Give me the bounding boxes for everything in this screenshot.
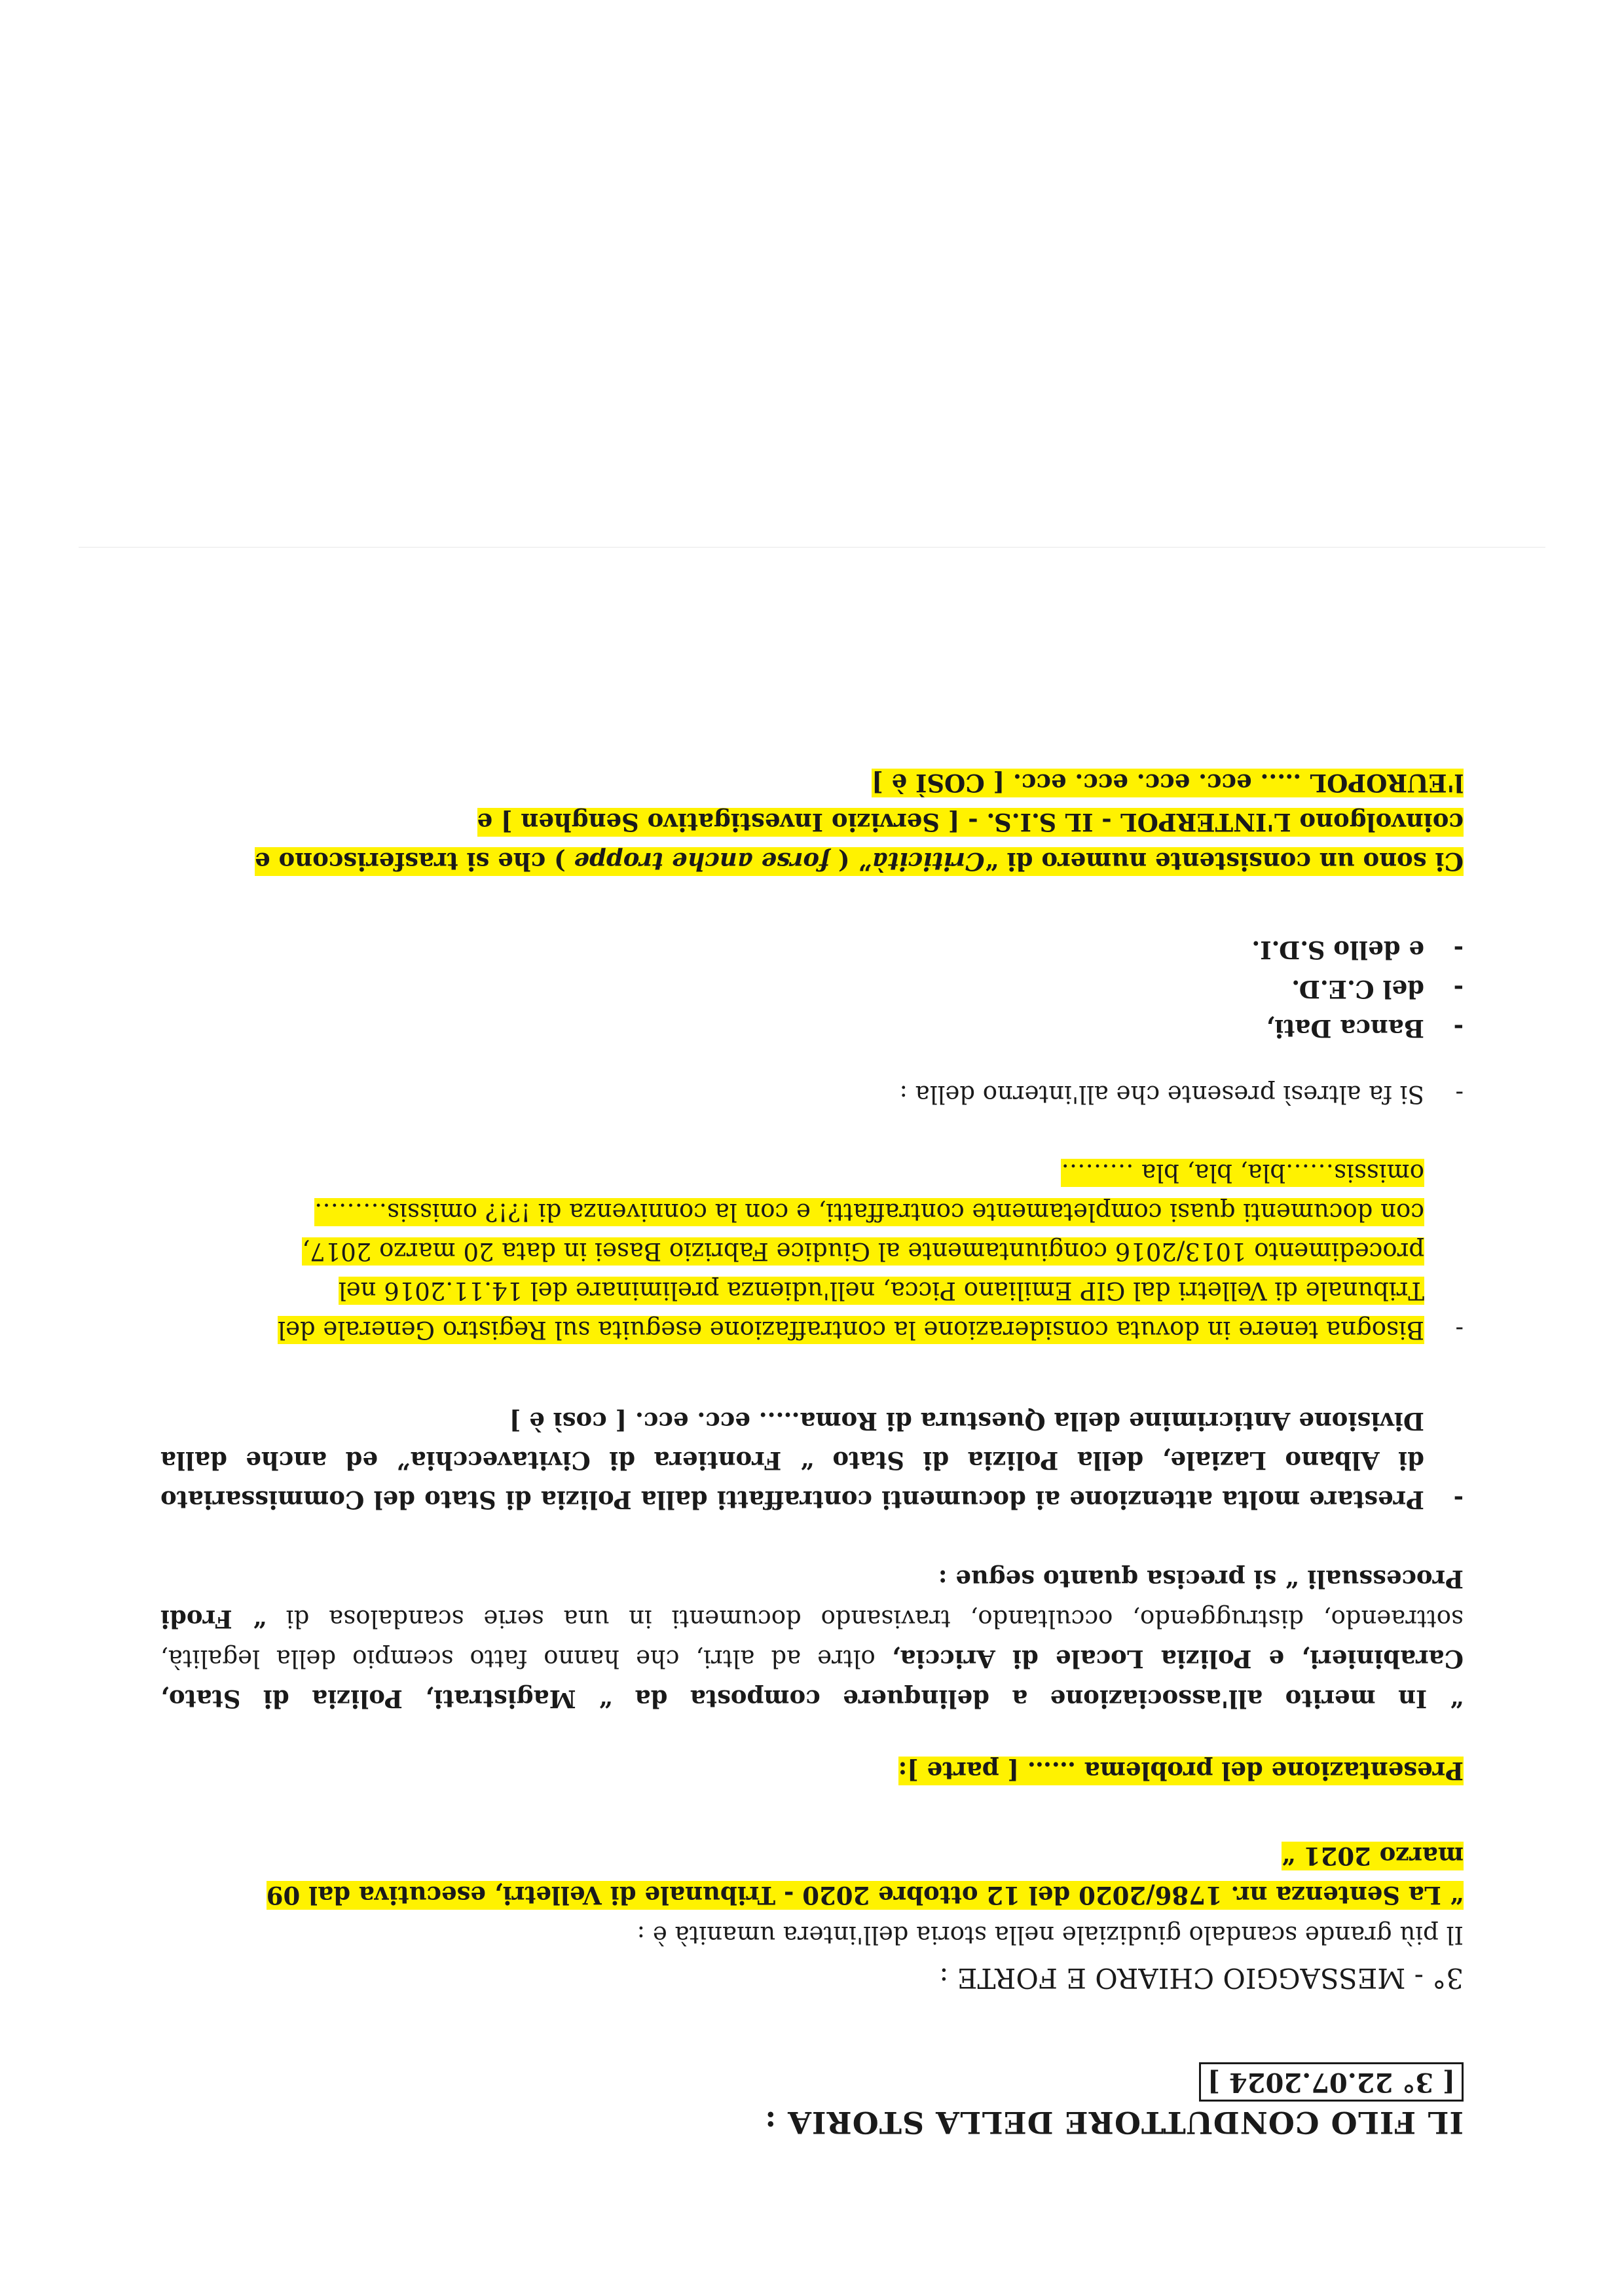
bisogna-line-5: omissis……bla, bla, bla ………: [1061, 1159, 1424, 1187]
section-heading: 3° - MESSAGGIO CHIARO E FORTE :: [939, 1962, 1464, 1994]
closing-text: Ci sono un consistente numero di “: [984, 847, 1464, 876]
bisogna-line-4: con documenti quasi completamente contraffatti, e con la connivenza di !?!? omissis………: [314, 1198, 1424, 1226]
closing-line-1: [255, 847, 1464, 876]
merito-paragraph: [160, 1559, 1464, 1719]
list-item: [160, 1009, 1464, 1048]
bullet-bisogna: [160, 1153, 1464, 1349]
bullet-dash: -: [1453, 975, 1464, 1004]
list-item: [160, 970, 1464, 1009]
sentence-line-1: “ La Sentenza nr. 1786/2020 del 12 ottobre 2020 - Tribunale di Velletri, esecutiva dal 09: [266, 1881, 1464, 1910]
scan-artifact-line: [79, 547, 1545, 548]
list-item-label: del C.E.D.: [1291, 975, 1424, 1004]
bullet-sifa: [160, 1074, 1464, 1114]
sifa-text: Si fa altresì presente che all'interno della :: [899, 1080, 1424, 1108]
date-line: [160, 2062, 1464, 2102]
bullet-dash: -: [1455, 1080, 1464, 1108]
bullet-dash: -: [1453, 1014, 1464, 1043]
merito-bold-end: “ Frodi Processuali “ si precisa quanto segue :: [160, 1565, 1464, 1633]
database-list: [160, 930, 1464, 1048]
bullet-dash: -: [1455, 1316, 1464, 1344]
list-item: [160, 930, 1464, 970]
bisogna-text: [160, 1153, 1424, 1349]
bullet-dash: -: [1453, 1485, 1464, 1514]
bullet-dash: -: [1453, 936, 1464, 964]
closing-italic: forse anche troppe: [574, 847, 830, 876]
date-label: [ 3° 22.07.2024 ]: [1199, 2062, 1464, 2102]
bisogna-line-1: Bisogna tenere in dovuta considerazione la contraffazione eseguita sul Registro Generale del: [278, 1316, 1424, 1344]
closing-line-3: l'EUROPOL ….. ecc. ecc. ecc. ecc. [ COSÌ è ]: [872, 769, 1464, 797]
closing-paragraph: [160, 763, 1464, 881]
prestare-text: Prestare molta attenzione ai documenti contraffatti dalla Polizia di Stato del Commissariato di Albano Laziale, della Polizia di Stato “ Frontiera di Civitavecchia” ed anche dalla Divisione Anticrimine della Questura di Roma….. ecc. ecc. [ così è ]: [160, 1407, 1424, 1514]
document-body: [160, 763, 1464, 2142]
list-item-label: Banca Dati,: [1266, 1014, 1424, 1043]
sentence-line-2: marzo 2021 “: [1281, 1842, 1464, 1870]
document-title: IL FILO CONDUTTORE DELLA STORIA :: [764, 2105, 1464, 2140]
list-item-label: e dello S.D.I.: [1251, 936, 1424, 964]
closing-text: ” (: [830, 847, 872, 876]
sentence-reference: [160, 1836, 1464, 1915]
closing-italic: Criticità: [872, 847, 985, 876]
bullet-prestare: [160, 1402, 1464, 1520]
presentation-heading: [160, 1751, 1464, 1791]
intro-line: Il più grande scandalo giudiziale nella storia dell'intera umanità è :: [637, 1921, 1464, 1949]
closing-text: ) che si trasferiscono e: [255, 847, 574, 876]
bisogna-line-3: procedimento 1013/2016 congiuntamente al Giudice Fabrizio Basei in data 20 marzo 2017,: [302, 1237, 1424, 1266]
merito-bold-start: “ In merito all'associazione a delinquere composta da “ Magistrati, Polizia di Stato, Carabinieri, e Polizia Locale di Ariccia,: [160, 1645, 1464, 1713]
presentation-label: Presentazione del problema …… [ parte ]:: [898, 1757, 1464, 1785]
merito-body: oltre ad altri, che hanno fatto scempio della legalità, sottraendo, distruggendo, occultando, travisando documenti in una serie scandalosa di: [160, 1605, 1464, 1673]
bisogna-line-2: Tribunale di Velletri dal GIP Emiliano Picca, nell'udienza preliminare del 14.11.2016 nel: [338, 1277, 1424, 1305]
closing-line-2: coinvolgono L'INTERPOL - IL S.I.S. - [ Servizio Investigativo Senghen ] e: [477, 808, 1464, 837]
